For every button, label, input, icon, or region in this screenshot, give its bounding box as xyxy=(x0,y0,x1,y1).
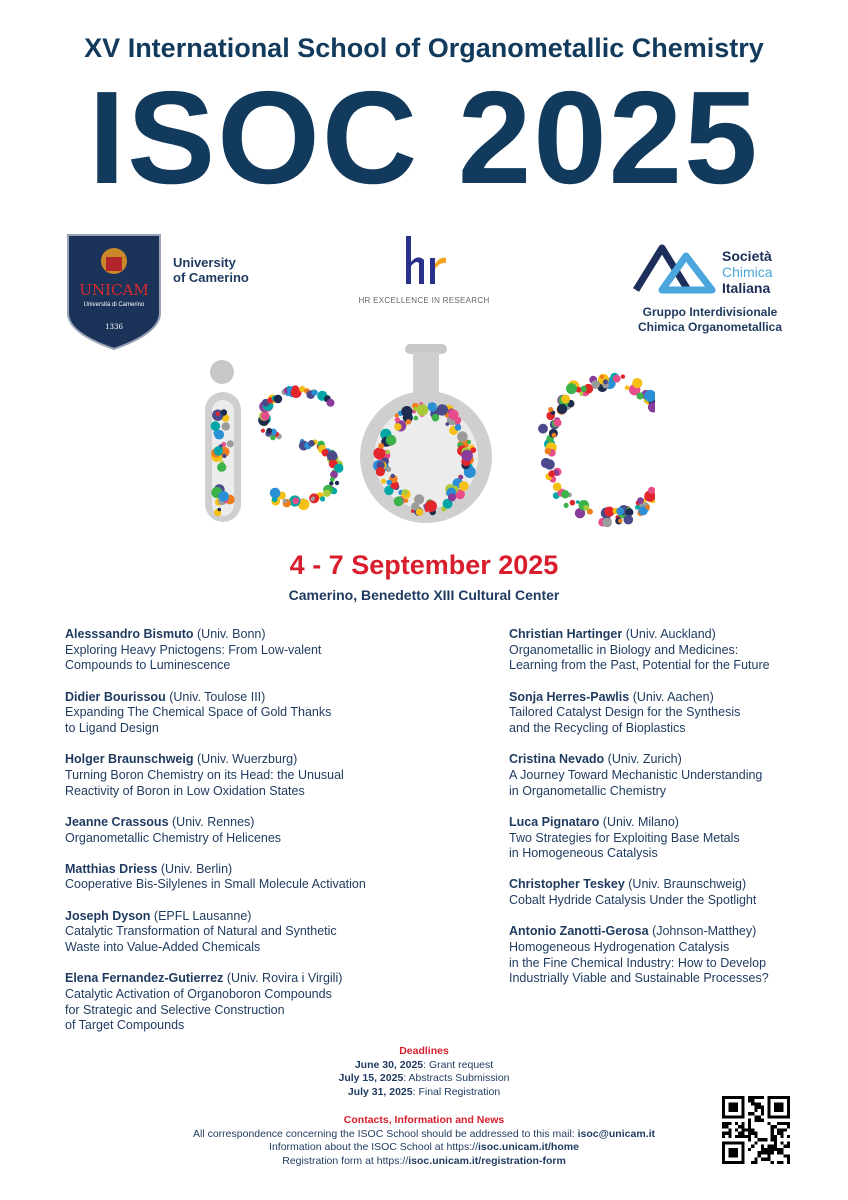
hr-excellence-logo xyxy=(398,236,450,288)
speaker-name: Alesssandro Bismuto xyxy=(65,627,194,641)
unicam-name-line2: of Camerino xyxy=(173,270,249,285)
speaker-affiliation: (Univ. Wuerzburg) xyxy=(196,752,298,767)
talk-title: Organometallic in Biology and Medicines: Learning from the Past, Potential for the Future xyxy=(509,642,770,673)
isoc-artwork-logo xyxy=(195,340,655,530)
contacts-registration-text: Registration form at https:// xyxy=(282,1154,409,1167)
deadline-date: July 31, 2025 xyxy=(347,1085,413,1098)
deadline-date: July 15, 2025 xyxy=(338,1072,404,1084)
talk-title: Catalytic Activation of Organoboron Compounds for Strategic and Selective Construction of Target Compounds xyxy=(65,986,332,1033)
deadlines-heading: Deadlines xyxy=(399,1045,449,1057)
event-dates: 4 - 7 September 2025 xyxy=(289,550,559,580)
speaker-affiliation: (Univ. Bonn) xyxy=(197,627,266,641)
speaker-affiliation: (Univ. Aachen) xyxy=(632,689,714,704)
sci-gruppo-line1: Gruppo Interdivisionale xyxy=(642,305,778,319)
talk-title: Homogeneous Hydrogenation Catalysis in the Fine Chemical Industry: How to Develop Industrially Viable and Sustainable Processes? xyxy=(509,940,769,986)
talk-title: Exploring Heavy Pnictogens: From Low-valent Compounds to Luminescence xyxy=(65,642,322,673)
speaker-name: Holger Braunschweig xyxy=(65,752,194,767)
speaker-entry xyxy=(65,862,425,893)
talk-title: Two Strategies for Exploiting Base Metals in Homogeneous Catalysis xyxy=(509,830,740,861)
school-subtitle: XV International School of Organometallic Chemistry xyxy=(84,33,764,63)
speaker-entry xyxy=(509,877,809,908)
info-website-link[interactable]: isoc.unicam.it/home xyxy=(478,1141,579,1153)
unicam-shield-sub: Università di Camerino xyxy=(83,302,145,308)
speaker-name: Jeanne Crassous xyxy=(65,814,169,829)
test-tube-dot-icon xyxy=(210,360,234,384)
contacts-info-text: Information about the ISOC School at https:// xyxy=(269,1141,478,1153)
speaker-entry xyxy=(65,690,425,737)
speaker-entry xyxy=(509,924,809,987)
speaker-name: Elena Fernandez-Gutierrez xyxy=(65,971,224,986)
sci-gruppo xyxy=(620,305,800,335)
deadline-item xyxy=(0,1072,848,1086)
speaker-affiliation: (Univ. Milano) xyxy=(602,814,679,829)
deadline-date: June 30, 2025 xyxy=(354,1058,424,1071)
speaker-affiliation: (EPFL Lausanne) xyxy=(153,908,252,923)
speaker-affiliation: (Univ. Toulose III) xyxy=(169,689,266,704)
contacts-line-registration xyxy=(0,1155,848,1169)
talk-title: Turning Boron Chemistry on its Head: the Unusual Reactivity of Boron in Low Oxidation States xyxy=(65,767,344,798)
deadlines-list xyxy=(0,1059,848,1100)
contacts-section xyxy=(0,1114,848,1168)
speaker-affiliation: (Univ. Braunschweig) xyxy=(628,877,747,892)
contacts-mail-text: All correspondence concerning the ISOC School should be addressed to this mail: xyxy=(193,1127,578,1140)
contact-email-link[interactable]: isoc@unicam.it xyxy=(577,1127,655,1140)
speaker-entry xyxy=(509,690,809,737)
unicam-shield-logo xyxy=(66,233,162,351)
speaker-affiliation: (Univ. Berlin) xyxy=(160,861,233,876)
deadline-item xyxy=(0,1086,848,1100)
talk-title: Expanding The Chemical Space of Gold Thanks to Ligand Design xyxy=(65,705,332,736)
sci-name xyxy=(722,248,773,296)
deadline-item xyxy=(0,1059,848,1073)
talk-title: A Journey Toward Mechanistic Understanding in Organometallic Chemistry xyxy=(509,767,763,798)
sci-logo xyxy=(632,242,722,300)
talk-title: Cobalt Hydride Catalysis Under the Spotlight xyxy=(509,893,757,908)
speakers-right-column xyxy=(509,627,809,1003)
speaker-entry xyxy=(65,752,425,799)
qr-code-icon[interactable] xyxy=(722,1096,790,1164)
unicam-name-line1: University xyxy=(173,255,236,270)
speaker-name: Antonio Zanotti-Gerosa xyxy=(509,924,649,939)
unicam-name xyxy=(173,255,249,285)
speaker-name: Cristina Nevado xyxy=(509,752,605,767)
speaker-name: Sonja Herres-Pawlis xyxy=(509,689,630,704)
registration-form-link[interactable]: isoc.unicam.it/registration-form xyxy=(408,1154,566,1167)
deadline-label: : Final Registration xyxy=(412,1085,501,1098)
sci-name-line1: Società xyxy=(722,248,772,264)
speakers-left-column xyxy=(65,627,425,1050)
speaker-name: Didier Bourissou xyxy=(65,689,166,704)
speaker-affiliation: (Univ. Zurich) xyxy=(607,752,682,767)
hr-tagline: HR EXCELLENCE IN RESEARCH xyxy=(358,296,490,305)
speaker-name: Christopher Teskey xyxy=(509,877,625,892)
speaker-entry xyxy=(509,815,809,862)
deadline-label: : Abstracts Submission xyxy=(403,1072,510,1084)
speaker-entry xyxy=(65,627,425,674)
speaker-affiliation: (Univ. Auckland) xyxy=(625,627,716,641)
contacts-heading: Contacts, Information and News xyxy=(343,1114,505,1126)
talk-title: Catalytic Transformation of Natural and Synthetic Waste into Value-Added Chemicals xyxy=(65,924,337,955)
sci-name-line3: Italiana xyxy=(722,280,771,296)
speaker-entry xyxy=(509,627,809,674)
talk-title: Tailored Catalyst Design for the Synthesis and the Recycling of Bioplastics xyxy=(509,705,741,736)
speaker-entry xyxy=(65,815,425,846)
event-venue: Camerino, Benedetto XIII Cultural Center xyxy=(288,587,560,603)
unicam-year: 1336 xyxy=(105,323,123,331)
speaker-entry xyxy=(65,971,425,1034)
flask-icon xyxy=(360,344,492,523)
speaker-name: Christian Hartinger xyxy=(509,627,623,641)
sci-gruppo-line2: Chimica Organometallica xyxy=(637,320,783,334)
deadlines-section xyxy=(0,1045,848,1099)
talk-title: Cooperative Bis-Silylenes in Small Molecule Activation xyxy=(65,877,366,892)
speaker-affiliation: (Univ. Rennes) xyxy=(172,814,255,829)
talk-title: Organometallic Chemistry of Helicenes xyxy=(65,830,282,845)
speaker-affiliation: (Johnson-Matthey) xyxy=(652,924,757,939)
page-title: ISOC 2025 xyxy=(88,64,760,211)
speaker-entry xyxy=(65,909,425,956)
contacts-line-mail xyxy=(0,1128,848,1142)
deadline-label: : Grant request xyxy=(423,1058,494,1071)
speaker-name: Luca Pignataro xyxy=(509,814,600,829)
sci-name-line2: Chimica xyxy=(722,264,773,280)
unicam-shield-text: UNICAM xyxy=(79,281,149,299)
speaker-entry xyxy=(509,752,809,799)
speaker-affiliation: (Univ. Rovira i Virgili) xyxy=(226,971,343,986)
speaker-name: Matthias Driess xyxy=(65,861,158,876)
contacts-line-info xyxy=(0,1141,848,1155)
speaker-name: Joseph Dyson xyxy=(65,908,151,923)
